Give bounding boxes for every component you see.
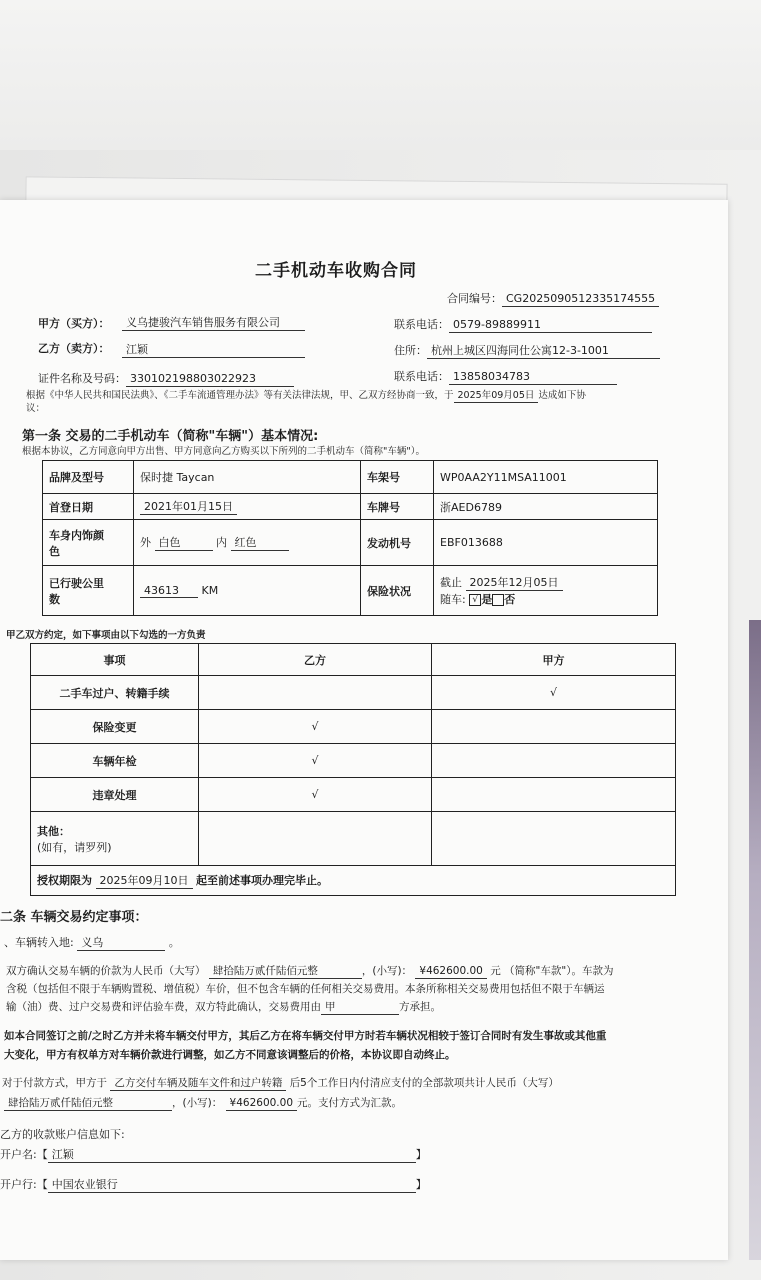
duty-table [30,643,676,896]
bracket-close: 】 [415,1148,427,1161]
int-label: 内 [216,536,227,549]
payment-line-1 [2,1076,559,1091]
page-title: 二手机动车收购合同 [255,261,417,281]
article-1-intro: 根据本协议，乙方同意向甲方出售、甲方同意向乙方购买以下所列的二手机动车（简称"车辆"）。 [22,446,425,457]
reg-date-label: 首登日期 [43,494,134,520]
mileage-cell [134,566,361,616]
no-checkbox[interactable] [492,594,504,606]
pay-text-a: 对于付款方式，甲方于 [2,1077,107,1089]
vin-value: WP0AA2Y11MSA11001 [434,461,658,494]
party-b-phone-row [394,370,617,385]
duty-other [31,812,199,866]
price-line-3-text: 输（油）费、过户交易费和评估验车费，双方特此确认，交易费用由 [6,1001,321,1013]
duty-b-mark: √ [199,778,432,812]
contract-page [0,200,728,1260]
account-bank-label: 开户行:【 [0,1178,48,1191]
mileage-unit: KM [201,583,219,597]
address-label: 住所： [394,344,427,357]
duty-b-mark: √ [199,744,432,778]
price-text-b: ，(小写)： [361,965,413,977]
contract-no-label: 合同编号： [447,292,502,305]
pay-condition: 乙方交付车辆及随车文件和过户转籍 [110,1076,286,1091]
pay-upper: 肆拾陆万贰仟陆佰元整 [4,1096,172,1111]
party-a-phone-row [394,318,652,333]
ext-color: 白色 [155,534,213,551]
intro-text-end: 达成如下协 [538,390,586,401]
mileage-label-line2: 数 [49,592,60,606]
pay-lower: ¥462600.00 [226,1096,297,1111]
price-lower: ¥462600.00 [415,964,486,979]
party-a-name-wrap [122,316,305,331]
desk-background [0,0,761,150]
article-2-title: 二条 车辆交易约定事项： [0,910,148,925]
address-row [394,344,660,359]
payment-line-2 [4,1096,402,1111]
insurance-cell [434,566,658,616]
duty-header-b: 乙方 [199,644,432,676]
contract-no: CG2025090512335174555 [502,292,659,307]
intro-line [26,390,586,403]
ext-label: 外 [140,536,151,549]
account-name-label: 开户名:【 [0,1148,48,1161]
duty-other-a [432,812,676,866]
engine-label: 发动机号 [361,520,434,566]
id-number: 330102198803022923 [126,372,294,387]
id-row [38,372,294,387]
color-label [43,520,134,566]
side-object [749,620,761,1260]
yes-checkbox[interactable]: √ [469,594,481,606]
int-color: 红色 [231,534,289,551]
address: 杭州上城区四海同仕公寓12-3-1001 [427,344,660,359]
vin-label: 车架号 [361,461,434,494]
color-cell [134,520,361,566]
party-b-name-wrap [122,343,305,358]
duty-other-label: 其他： [37,824,70,838]
duty-a-mark [432,778,676,812]
duty-other-b [199,812,432,866]
vehicle-table [42,460,658,616]
with-car-label: 随车: [440,593,466,606]
duty-item: 车辆年检 [31,744,199,778]
reg-date-value: 2021年01月15日 [140,498,237,515]
account-bank-row [0,1178,427,1193]
transfer-label: 、车辆转入地: [4,936,74,949]
party-b-label: 乙方（卖方）： [38,342,110,355]
plate-label: 车牌号 [361,494,434,520]
no-label: 否 [504,593,516,606]
party-b-name: 江颖 [122,343,305,358]
party-a-phone-label: 联系电话： [394,318,449,331]
duty-a-mark [432,710,676,744]
mileage-label-line1: 已行驶公里 [49,576,104,590]
contract-no-row [447,292,659,307]
price-line-3-end: 方承担。 [399,1001,441,1013]
engine-value: EBF013688 [434,520,658,566]
price-text-a: 双方确认交易车辆的价款为人民币（大写） [6,965,206,977]
color-label-line2: 色 [49,544,60,558]
duty-item: 二手车过户、转籍手续 [31,676,199,710]
price-line-2: 含税（包括但不限于车辆购置税、增值税）车价，但不包含车辆的任何相关交易费用。本条所称相关交易费用包括但不限于车辆运 [6,983,605,995]
ins-until-value: 2025年12月05日 [466,574,563,591]
plate-value: 浙AED6789 [434,494,658,520]
id-label: 证件名称及号码： [38,372,126,385]
article-1-title: 第一条 交易的二手机动车（简称"车辆"）基本情况: [22,429,319,444]
color-label-line1: 车身内饰颜 [49,528,104,542]
duty-item: 保险变更 [31,710,199,744]
duty-b-mark [199,676,432,710]
party-b-phone: 13858034783 [449,370,617,385]
pay-text-c: ，(小写)： [172,1097,223,1109]
auth-row [31,866,676,896]
auth-label: 授权期限为 [37,874,92,887]
price-line-3 [6,1000,441,1015]
party-a-phone: 0579-89889911 [449,318,652,333]
adjust-clause-1: 如本合同签订之前/之时乙方并未将车辆交付甲方，其后乙方在将车辆交付甲方时若车辆状况相较于签订合同时有发生事故或其他重 [4,1030,607,1042]
intro-text: 根据《中华人民共和国民法典》、《二手车流通管理办法》等有关法律法规，甲、乙双方经协商一致，于 [26,390,454,401]
duty-header-item: 事项 [31,644,199,676]
duty-a-mark: √ [432,676,676,710]
duty-a-mark [432,744,676,778]
party-b-phone-label: 联系电话： [394,370,449,383]
duty-item: 违章处理 [31,778,199,812]
bracket-close: 】 [415,1178,427,1191]
auth-date: 2025年09月10日 [96,872,193,889]
reg-date-cell [134,494,361,520]
duty-intro: 甲乙双方约定，如下事项由以下勾选的一方负责 [6,630,206,641]
account-name-row [0,1148,427,1163]
transfer-place: 义乌 [77,936,165,951]
yes-label: 是 [481,593,493,606]
account-name: 江颖 [48,1148,416,1163]
price-line-1 [6,964,613,979]
insurance-label: 保险状况 [361,566,434,616]
transfer-end: 。 [168,936,180,949]
auth-tail: 起至前述事项办理完毕止。 [196,874,328,887]
account-bank: 中国农业银行 [48,1178,416,1193]
brand-value: 保时捷 Taycan [134,461,361,494]
price-text-c: 元 （简称"车款"）。车款为 [490,965,614,977]
brand-label: 品牌及型号 [43,461,134,494]
adjust-clause-2: 大变化，甲方有权单方对车辆价款进行调整，如乙方不同意该调整后的价格，本协议即自动终止。 [4,1049,456,1061]
intro-date: 2025年09月05日 [454,390,539,403]
party-a-label: 甲方（买方）： [38,317,110,330]
mileage-label [43,566,134,616]
mileage-value: 43613 [140,584,198,598]
party-a-name: 义乌捷骏汽车销售服务有限公司 [122,316,305,331]
transfer-row [4,936,180,951]
intro-line-2: 议： [26,403,46,414]
duty-other-note: (如有，请罗列) [37,840,112,854]
duty-b-mark: √ [199,710,432,744]
duty-header-a: 甲方 [432,644,676,676]
pay-text-d: 元。支付方式为汇款。 [297,1097,403,1109]
ins-until-label: 截止 [440,576,462,589]
pay-text-b: 后5个工作日内付清应支付的全部款项共计人民币（大写） [289,1077,559,1089]
price-upper: 肆拾陆万贰仟陆佰元整 [209,964,362,979]
bank-title: 乙方的收款账户信息如下: [0,1128,125,1141]
fee-party: 甲 [321,1000,399,1015]
